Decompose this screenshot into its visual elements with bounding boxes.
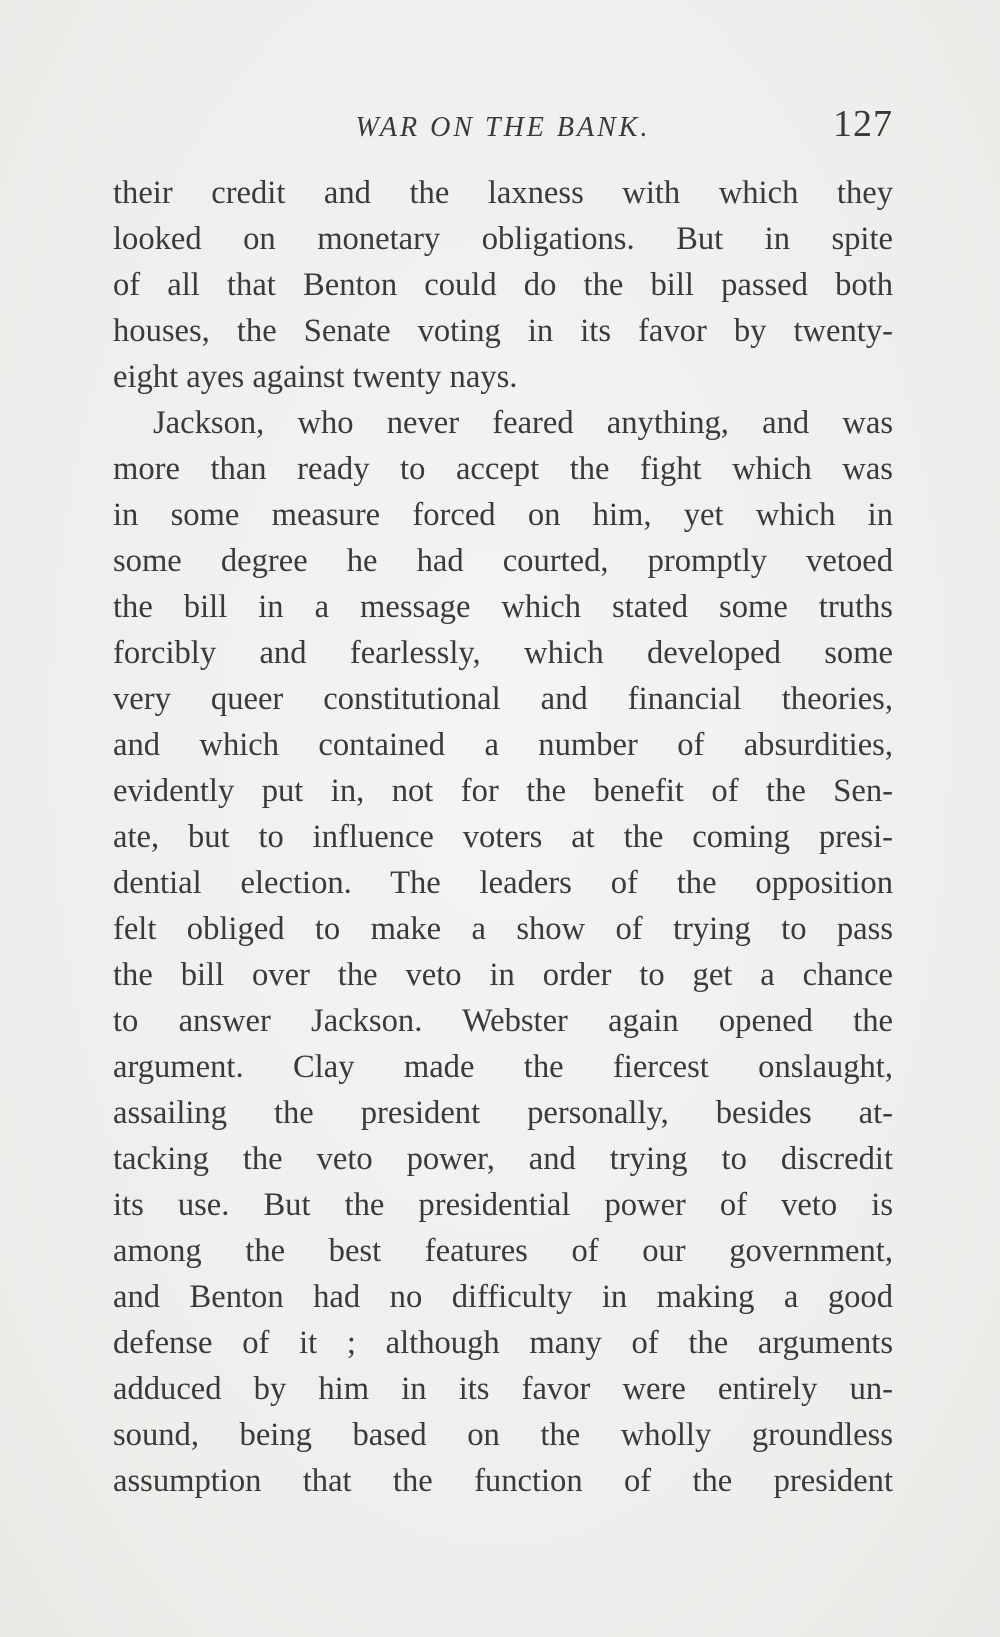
text-line: and which contained a number of absurdities, (113, 727, 893, 763)
text-line: sound, being based on the wholly groundless (113, 1417, 893, 1453)
paragraph-2 (113, 400, 893, 1504)
body-text (113, 170, 893, 1504)
text-line: adduced by him in its favor were entirely un- (113, 1371, 893, 1407)
text-line: evidently put in, not for the benefit of the Sen- (113, 773, 893, 809)
text-line: assailing the president personally, besides at- (113, 1095, 893, 1131)
text-line: its use. But the presidential power of veto is (113, 1187, 893, 1223)
text-line: of all that Benton could do the bill passed both (113, 267, 893, 303)
text-line: more than ready to accept the fight which was (113, 451, 893, 487)
running-head (113, 102, 893, 152)
text-line: the bill in a message which stated some truths (113, 589, 893, 625)
text-line: defense of it ; although many of the arguments (113, 1325, 893, 1361)
paragraph-1 (113, 170, 893, 400)
text-line: in some measure forced on him, yet which in (113, 497, 893, 533)
text-line: the bill over the veto in order to get a chance (113, 957, 893, 993)
text-line: houses, the Senate voting in its favor by twenty- (113, 313, 893, 349)
text-line: very queer constitutional and financial theories, (113, 681, 893, 717)
page-number: 127 (833, 103, 893, 145)
text-line: and Benton had no difficulty in making a good (113, 1279, 893, 1315)
text-line: tacking the veto power, and trying to discredit (113, 1141, 893, 1177)
text-line: among the best features of our government, (113, 1233, 893, 1269)
text-line: felt obliged to make a show of trying to pass (113, 911, 893, 947)
text-line: Jackson, who never feared anything, and was (153, 405, 893, 441)
text-line: some degree he had courted, promptly vetoed (113, 543, 893, 579)
text-line: ate, but to influence voters at the coming presi- (113, 819, 893, 855)
text-line: assumption that the function of the president (113, 1463, 893, 1499)
text-line: argument. Clay made the fiercest onslaught, (113, 1049, 893, 1085)
text-line: to answer Jackson. Webster again opened the (113, 1003, 893, 1039)
text-line: eight ayes against twenty nays. (113, 359, 518, 395)
text-line: looked on monetary obligations. But in spite (113, 221, 893, 257)
text-line: forcibly and fearlessly, which developed some (113, 635, 893, 671)
running-title: WAR ON THE BANK. (355, 112, 651, 143)
text-line: their credit and the laxness with which they (113, 175, 893, 211)
text-line: dential election. The leaders of the opposition (113, 865, 893, 901)
